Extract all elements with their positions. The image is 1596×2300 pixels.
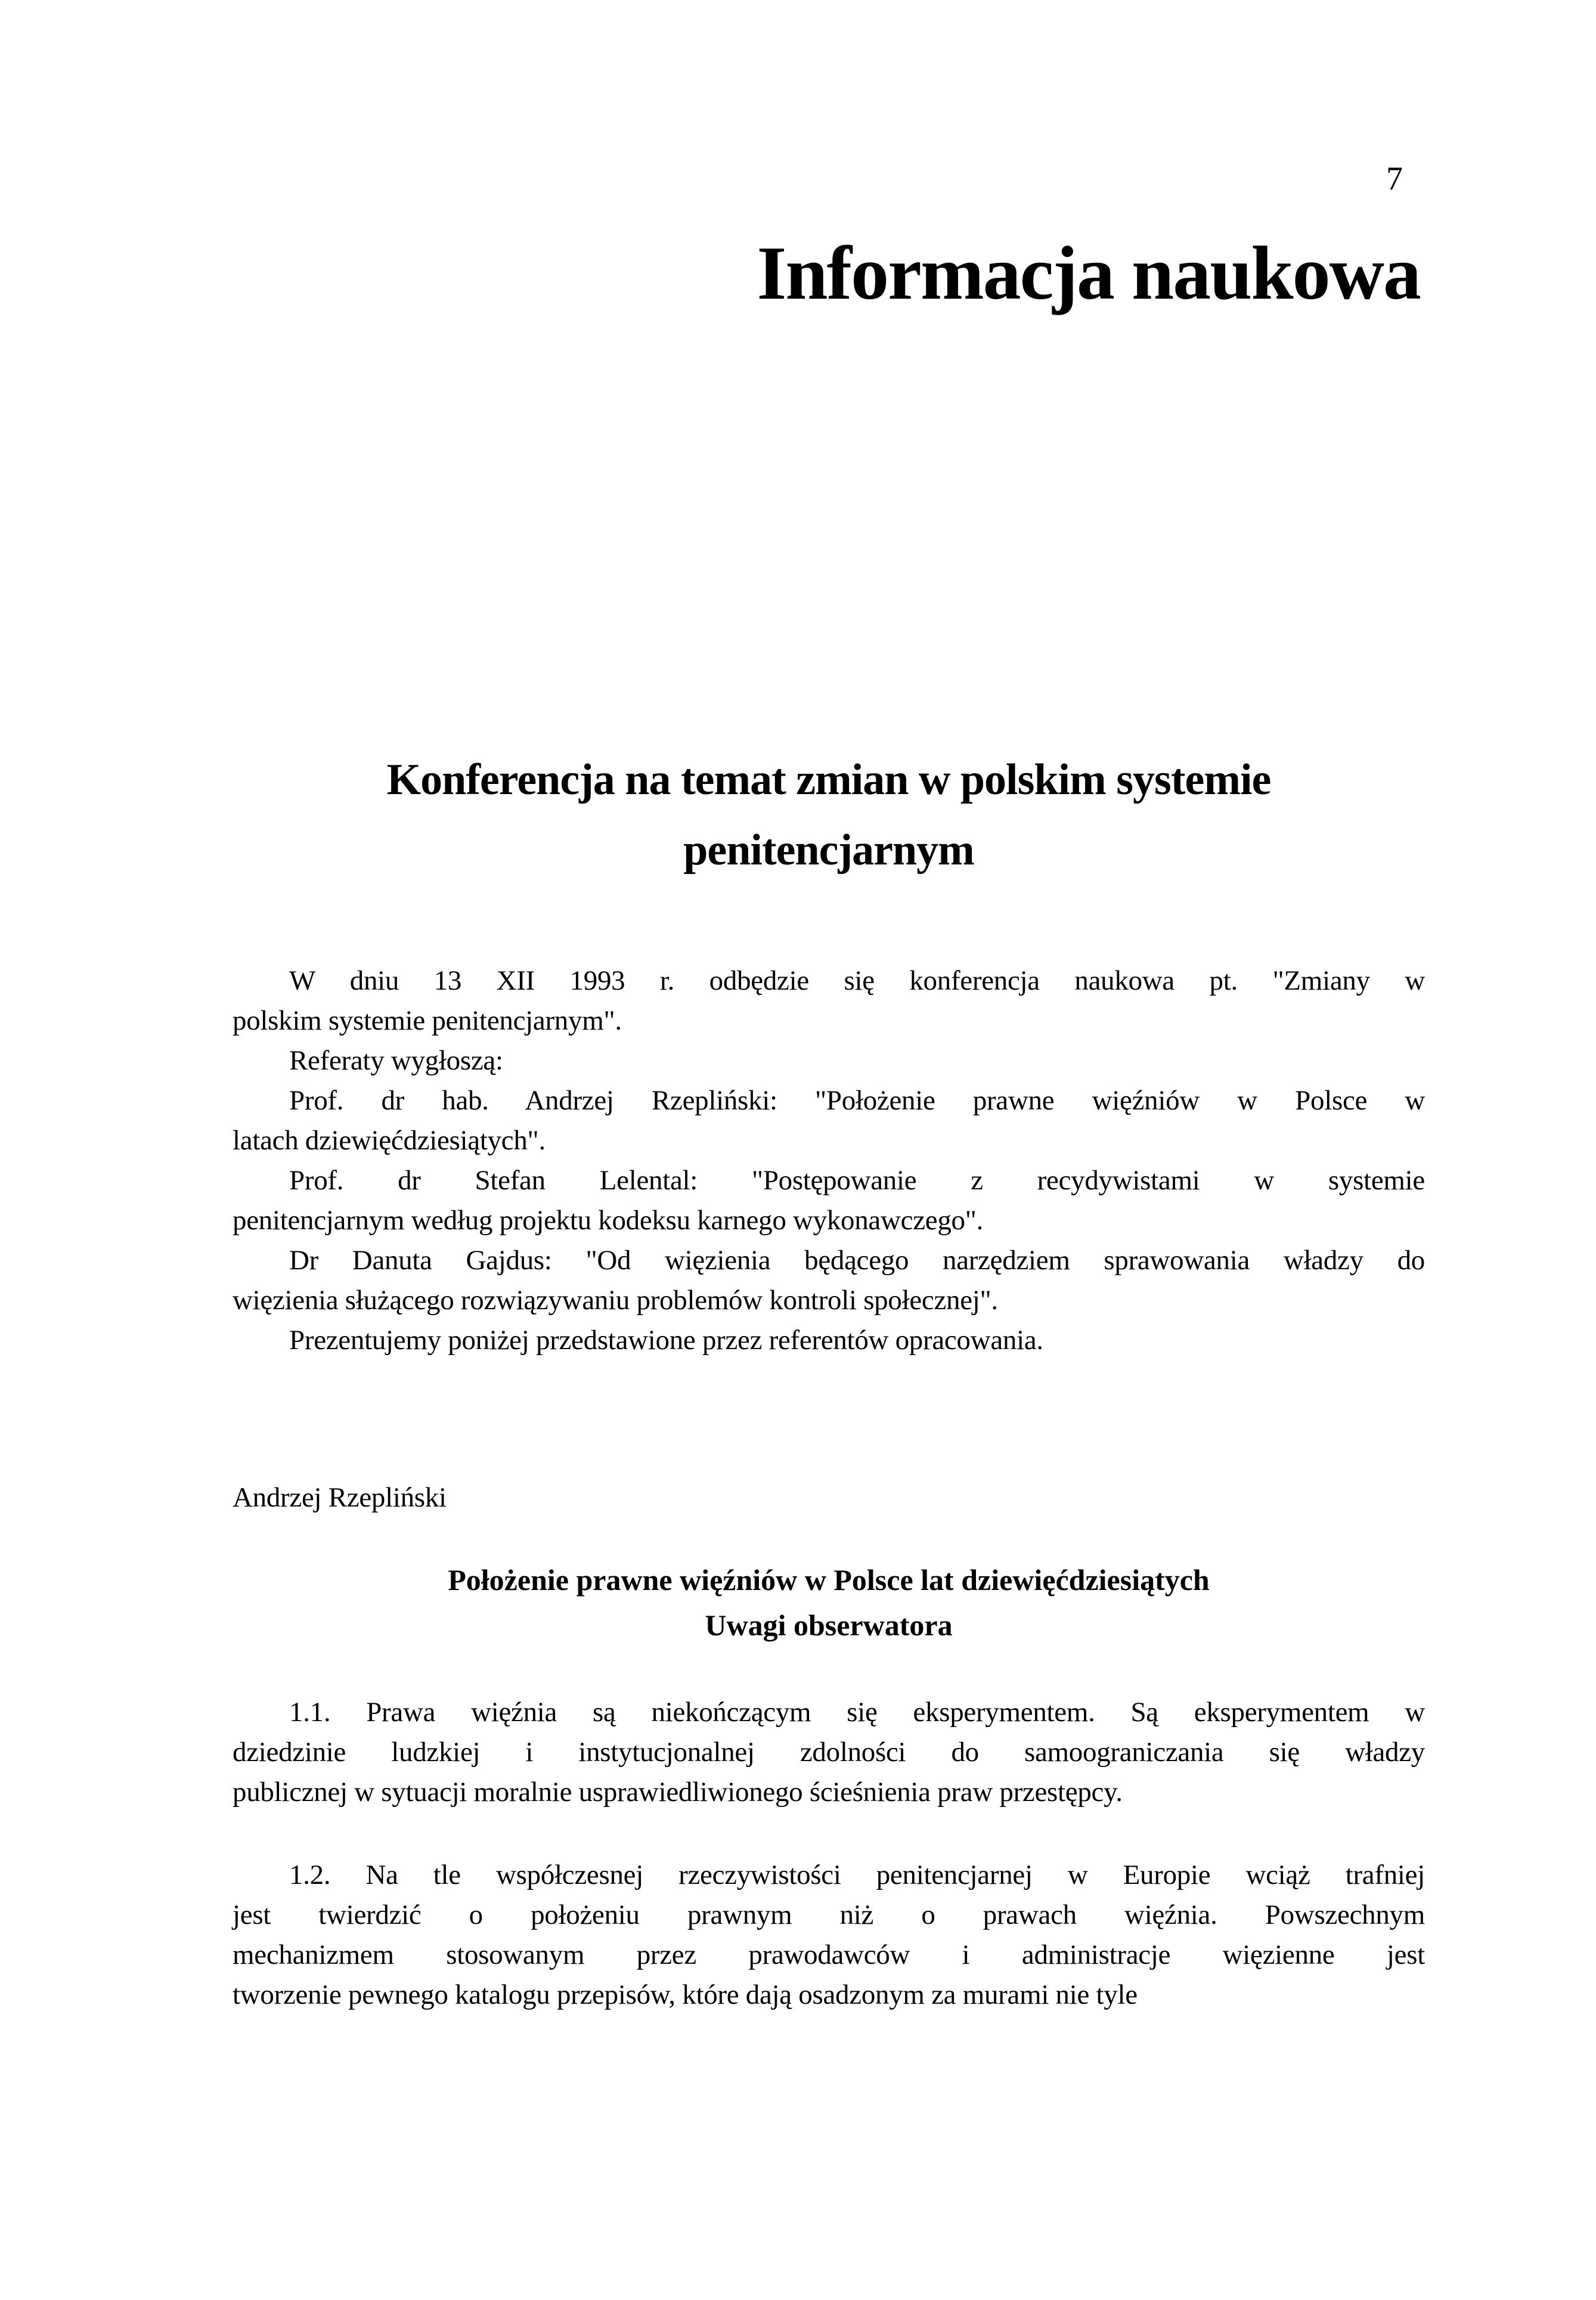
- text-line: latach dziewięćdziesiątych".: [233, 1125, 546, 1156]
- text-line: polskim systemie penitencjarnym".: [233, 1005, 622, 1036]
- text-line: publicznej w sytuacji moralnie usprawiedliwionego ścieśnienia praw przestępcy.: [233, 1777, 1123, 1808]
- text-line: 1.1. Prawa więźnia są niekończącym się eksperymentem. Są eksperymentem w: [289, 1697, 1425, 1728]
- paragraph-1-1: [233, 1693, 1425, 1812]
- text-line: W dniu 13 XII 1993 r. odbędzie się konferencja naukowa pt. "Zmiany w: [289, 965, 1425, 996]
- conference-announcement: [233, 961, 1425, 1360]
- conference-heading-line-1: Konferencja na temat zmian w polskim systemie: [386, 755, 1271, 804]
- text-line: Prof. dr Stefan Lelental: "Postępowanie z recydywistami w systemie: [289, 1165, 1425, 1196]
- paragraph-referaty-label: [233, 1041, 1425, 1081]
- paragraph-speaker-rzeplinski: [233, 1081, 1425, 1161]
- paper-title-line-1: Położenie prawne więźniów w Polsce lat dziewięćdziesiątych: [448, 1563, 1210, 1597]
- paragraph-speaker-gajdus: [233, 1241, 1425, 1321]
- section-title: Informacja naukowa: [757, 231, 1420, 315]
- paragraph-1-2: [233, 1855, 1425, 2015]
- paper-author: Andrzej Rzepliński: [233, 1482, 447, 1513]
- paragraph-presentation-note: [233, 1321, 1425, 1360]
- text-line: Prof. dr hab. Andrzej Rzepliński: "Położenie prawne więźniów w Polsce w: [289, 1085, 1425, 1116]
- paper-body: [233, 1693, 1425, 2015]
- text-line: jest twierdzić o położeniu prawnym niż o prawach więźnia. Powszechnym: [233, 1899, 1425, 1930]
- paragraph-conference-date: [233, 961, 1425, 1041]
- paper-title-line-2: Uwagi obserwatora: [705, 1608, 953, 1642]
- text-line: Dr Danuta Gajdus: "Od więzienia będącego narzędziem sprawowania władzy do: [289, 1245, 1425, 1276]
- text-line: więzienia służącego rozwiązywaniu problemów kontroli społecznej".: [233, 1285, 998, 1316]
- conference-heading-line-2: penitencjarnym: [683, 826, 974, 875]
- text-line: 1.2. Na tle współczesnej rzeczywistości penitencjarnej w Europie wciąż trafniej: [289, 1859, 1425, 1890]
- text-line: Prezentujemy poniżej przedstawione przez referentów opracowania.: [289, 1325, 1043, 1356]
- text-line: dziedzinie ludzkiej i instytucjonalnej zdolności do samoograniczania się władzy: [233, 1737, 1425, 1768]
- text-line: penitencjarnym według projektu kodeksu karnego wykonawczego".: [233, 1205, 984, 1236]
- text-line: tworzenie pewnego katalogu przepisów, które dają osadzonym za murami nie tyle: [233, 1979, 1138, 2010]
- paragraph-speaker-lelental: [233, 1161, 1425, 1241]
- paper-title: [233, 1557, 1425, 1648]
- conference-heading: [233, 745, 1425, 885]
- text-line: mechanizmem stosowanym przez prawodawców i administracje więzienne jest: [233, 1939, 1425, 1970]
- page-number: 7: [1386, 160, 1403, 197]
- text-line: Referaty wygłoszą:: [289, 1045, 503, 1076]
